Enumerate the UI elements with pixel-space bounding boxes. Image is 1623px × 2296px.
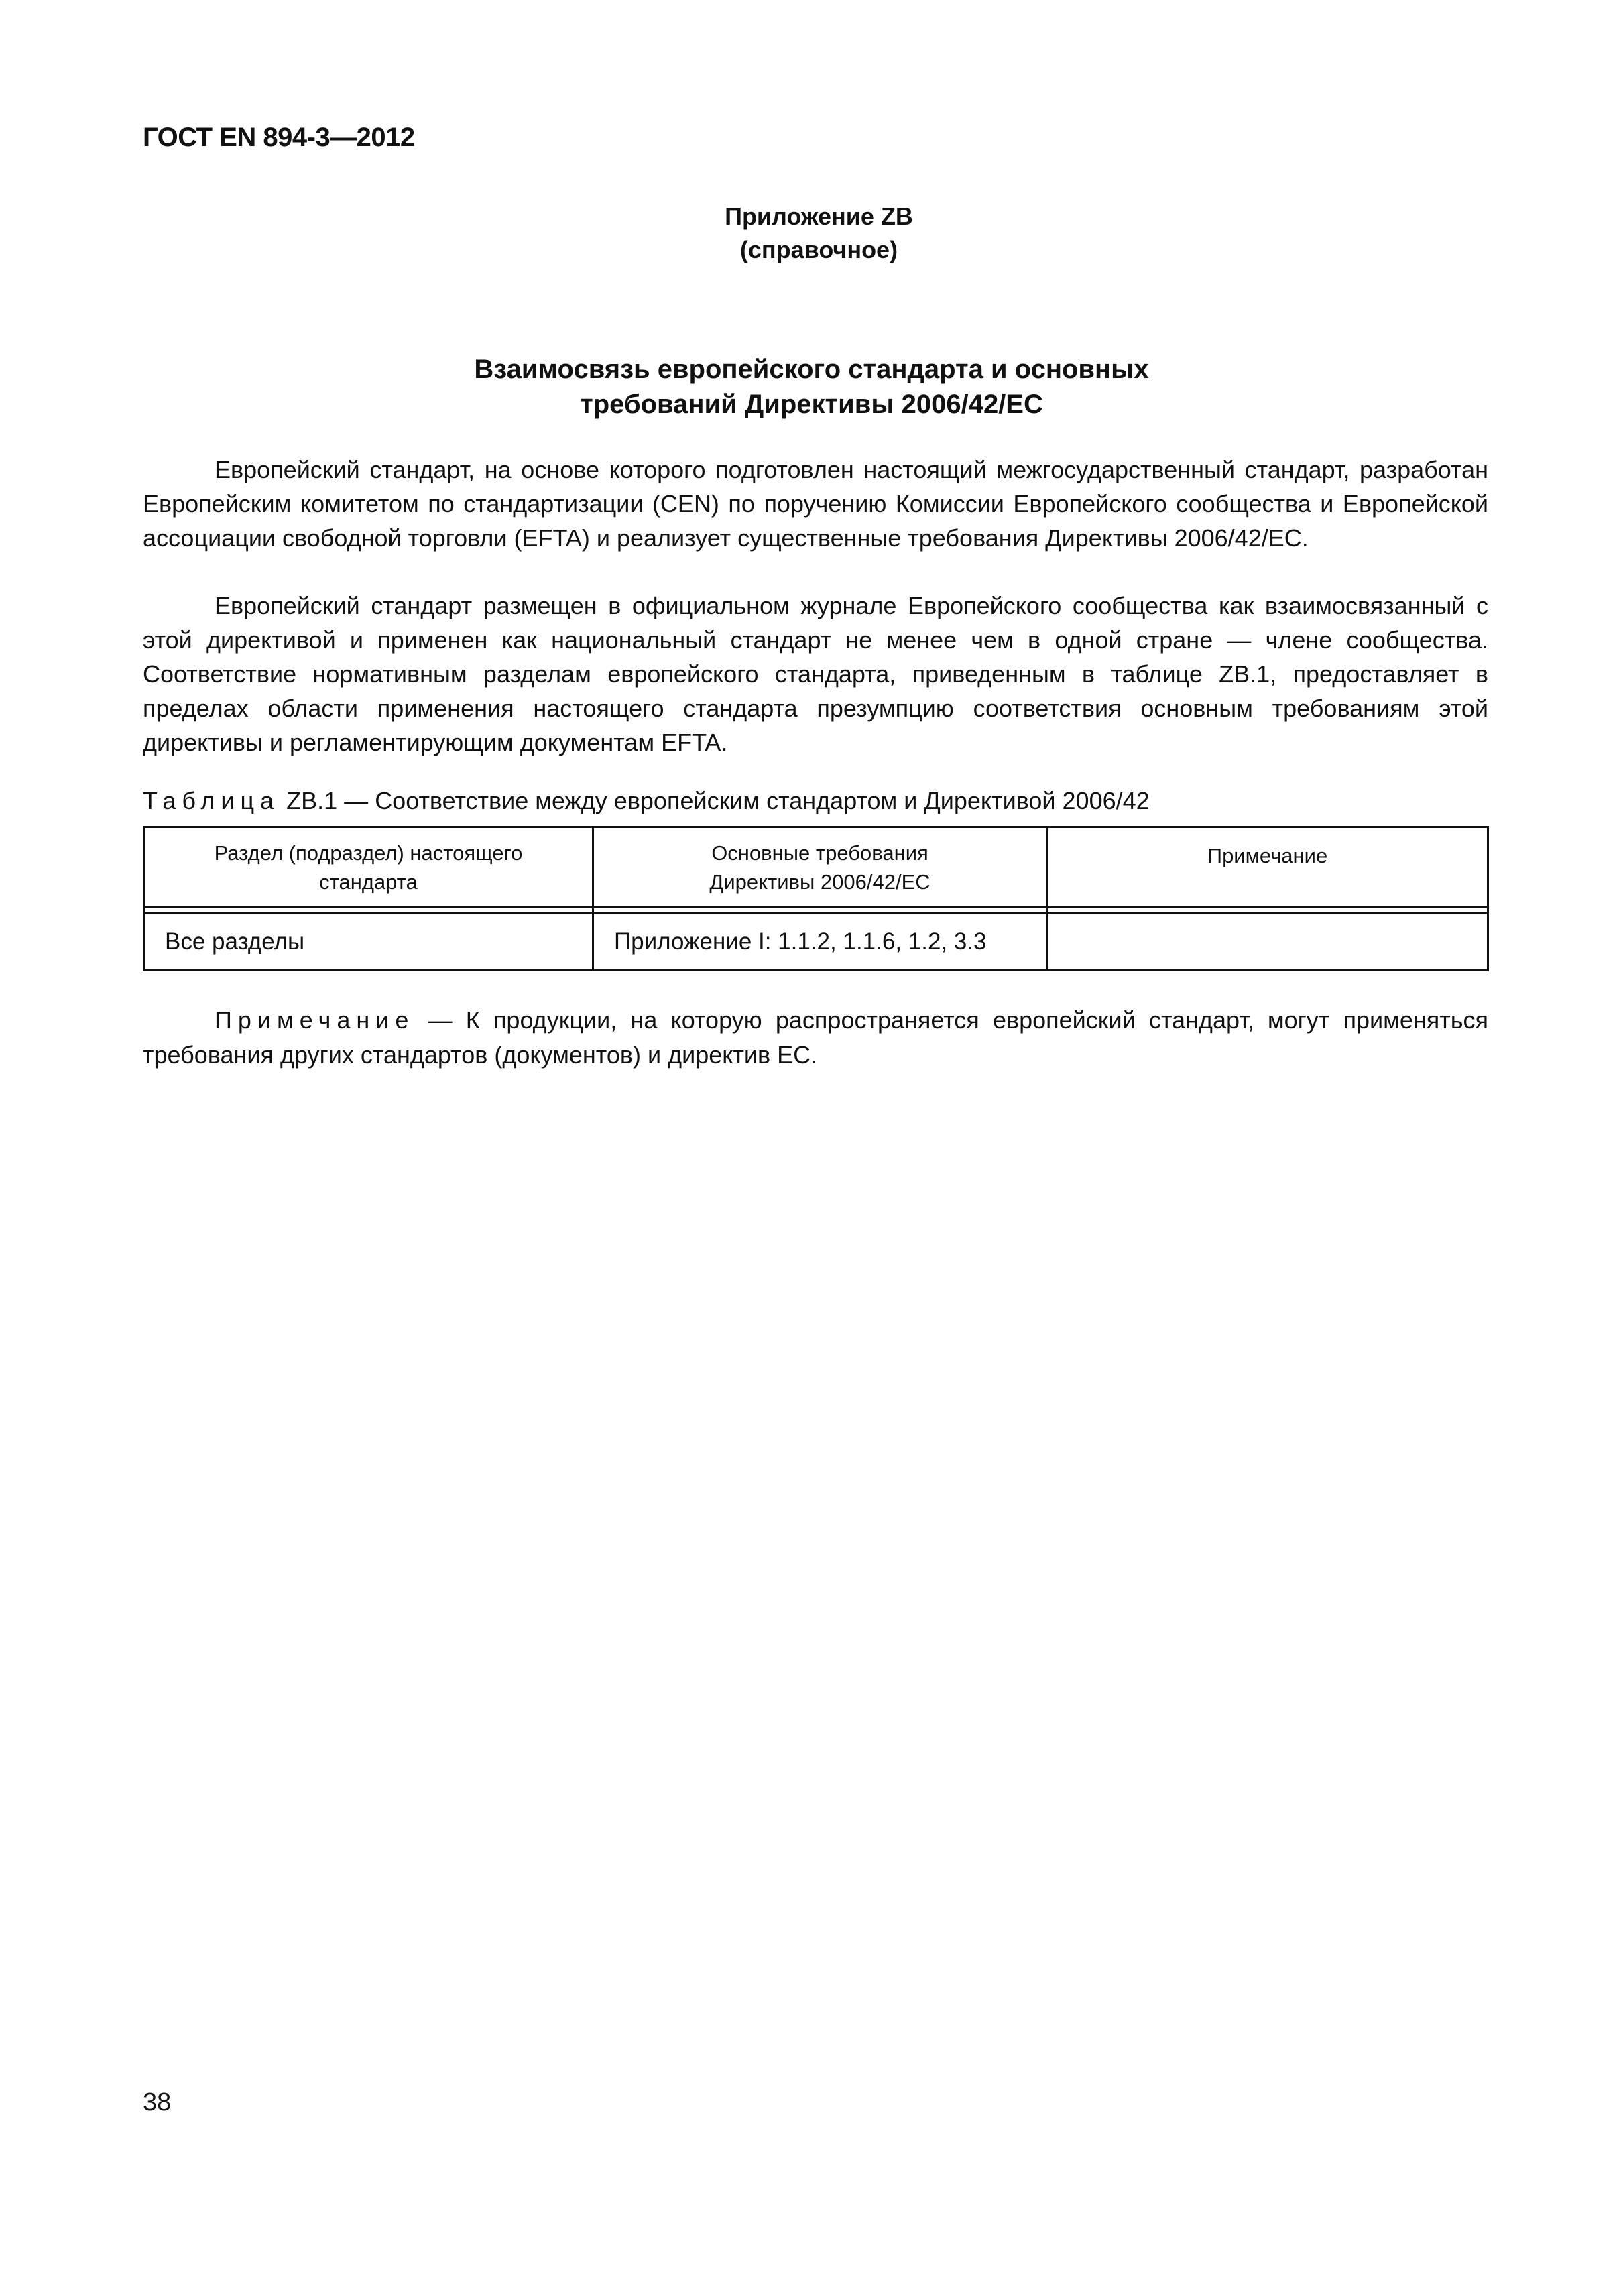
table-header-cell	[1048, 828, 1487, 907]
body-paragraph-2-block	[143, 589, 1488, 760]
table-header-text: Основные требования	[711, 841, 928, 865]
annex-title: Приложение ZB	[725, 202, 913, 230]
annex-status: (справочное)	[739, 236, 898, 263]
note-paragraph	[143, 1003, 1488, 1073]
table-cell: Все разделы	[165, 928, 305, 955]
section-title	[0, 352, 1623, 422]
correspondence-table	[143, 826, 1489, 971]
section-title-line-2: требований Директивы 2006/42/EC	[580, 389, 1043, 419]
table-header-text: Директивы 2006/42/EC	[709, 870, 930, 894]
note-label: Примечание	[215, 1006, 415, 1034]
table-cell: Приложение I: 1.1.2, 1.1.6, 1.2, 3.3	[614, 928, 987, 955]
document-code: ГОСТ EN 894-3—2012	[143, 123, 415, 152]
table-caption-label: Таблица	[143, 787, 280, 814]
note-text: — К продукции, на которую распространяется европейский стандарт, могут применяться требования других стандартов (документов) и директив ЕС.	[143, 1006, 1488, 1069]
page-number: 38	[143, 2088, 172, 2116]
table-caption-text: ZB.1 — Соответствие между европейским стандартом и Директивой 2006/42	[280, 787, 1150, 814]
table-header-cell	[145, 828, 592, 907]
body-paragraph-1-block	[143, 452, 1488, 555]
annex-heading	[0, 200, 1623, 267]
table-header-text: Раздел (подраздел) настоящего	[214, 841, 523, 865]
body-paragraph: Европейский стандарт размещен в официальном журнале Европейского сообщества как взаимосвязанный с этой директивой и применен как национальный стандарт не менее чем в одной стране — члене сообщества. Соответствие нормативным разделам европейского стандарта, приведенным в таблице ZB.1, предоставляет в пределах области применения настоящего стандарта презумпцию соответствия основным требованиям этой директивы и регламентирующим документам EFTA.	[143, 592, 1488, 756]
note-block	[143, 1003, 1488, 1073]
table-cell	[1068, 914, 1484, 969]
body-paragraph: Европейский стандарт, на основе которого подготовлен настоящий межгосударственный стандарт, разработан Европейским комитетом по стандартизации (CEN) по поручению Комиссии Европейского сообщества и Европейской ассоциации свободной торговли (EFTA) и реализует существенные требования Директивы 2006/42/EC.	[143, 456, 1488, 552]
section-title-line-1: Взаимосвязь европейского стандарта и основных	[474, 355, 1149, 384]
table-caption	[143, 784, 1150, 818]
table-header-cell	[594, 828, 1046, 907]
table-header-text: Примечание	[1207, 844, 1328, 867]
table-header-text: стандарта	[319, 870, 418, 894]
